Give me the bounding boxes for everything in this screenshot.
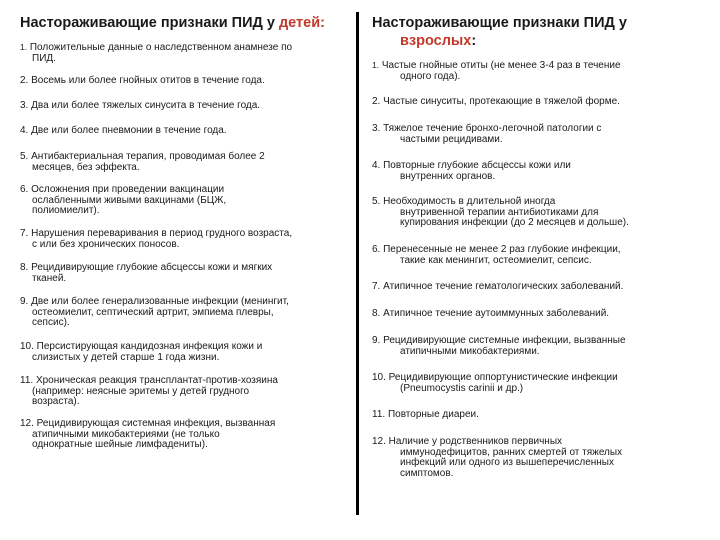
right-item-7: 7. Атипичное течение гематологических заболеваний. bbox=[372, 281, 624, 292]
right-item-5: 5. Необходимость в длительной иногда внутривенной терапии антибиотиками для купирования инфекции (до 2 месяцев и дольше). bbox=[372, 196, 629, 228]
right-item-3: 3. Тяжелое течение бронхо-легочной патологии с частыми рецидивами. bbox=[372, 123, 602, 145]
left-item-6: 6. Осложнения при проведении вакцинации ослабленными живыми вакцинами (БЦЖ, полиомиелит). bbox=[20, 184, 227, 216]
right-item-1: 1. Частые гнойные отиты (не менее 3-4 раз в течение одного года). bbox=[372, 60, 621, 82]
left-item-4: 4. Две или более пневмонии в течение года. bbox=[20, 125, 227, 136]
left-item-1: 1. Положительные данные о наследственном анамнезе по ПИД. bbox=[20, 42, 293, 64]
adults-signs-title: Настораживающие признаки ПИД у взрослых: bbox=[372, 15, 627, 49]
left-item-8: 8. Рецидивирующие глубокие абсцессы кожи и мягких тканей. bbox=[20, 262, 273, 284]
left-item-3: 3. Два или более тяжелых синусита в течение года. bbox=[20, 100, 261, 111]
left-item-12: 12. Рецидивирующая системная инфекция, вызванная атипичными микобактериями (не только однократные шейные лимфадениты). bbox=[20, 418, 276, 450]
title-text: Настораживающие признаки ПИД у bbox=[372, 15, 627, 31]
left-item-11: 11. Хроническая реакция трансплантат-против-хозяина (например: неясные эритемы у детей грудного возраста). bbox=[20, 375, 278, 407]
left-item-5: 5. Антибактериальная терапия, проводимая более 2 месяцев, без эффекта. bbox=[20, 151, 265, 173]
title-text: Настораживающие признаки ПИД у bbox=[20, 15, 279, 31]
right-item-9: 9. Рецидивирующие системные инфекции, вызванные атипичными микобактериями. bbox=[372, 335, 626, 357]
title-accent: детей: bbox=[278, 15, 325, 31]
column-divider bbox=[356, 12, 359, 515]
right-item-4: 4. Повторные глубокие абсцессы кожи или внутренних органов. bbox=[372, 160, 571, 182]
children-signs-title bbox=[20, 14, 325, 32]
left-item-2: 2. Восемь или более гнойных отитов в течение года. bbox=[20, 75, 265, 86]
left-item-9: 9. Две или более генерализованные инфекции (менингит, остеомиелит, септический артрит, эмпиема плевры, сепсис). bbox=[20, 296, 289, 328]
left-item-7: 7. Нарушения переваривания в период грудного возраста, с или без хронических поносов. bbox=[20, 228, 293, 250]
title-accent: взрослых bbox=[400, 33, 472, 49]
right-item-11: 11. Повторные диареи. bbox=[372, 409, 479, 420]
right-item-12: 12. Наличие у родственников первичных иммунодефицитов, ранних смертей от тяжелых инфекций или одного из вышеперечисленных симптомов. bbox=[372, 436, 623, 479]
right-item-6: 6. Перенесенные не менее 2 раз глубокие инфекции, такие как менингит, остеомиелит, сепсис. bbox=[372, 244, 621, 266]
left-item-10: 10. Персистирующая кандидозная инфекция кожи и слизистых у детей старше 1 года жизни. bbox=[20, 341, 263, 363]
right-item-2: 2. Частые синуситы, протекающие в тяжелой форме. bbox=[372, 96, 620, 107]
right-item-10: 10. Рецидивирующие оппортунистические инфекции (Pneumocystis carinii и др.) bbox=[372, 372, 618, 394]
right-item-8: 8. Атипичное течение аутоиммунных заболеваний. bbox=[372, 308, 610, 319]
